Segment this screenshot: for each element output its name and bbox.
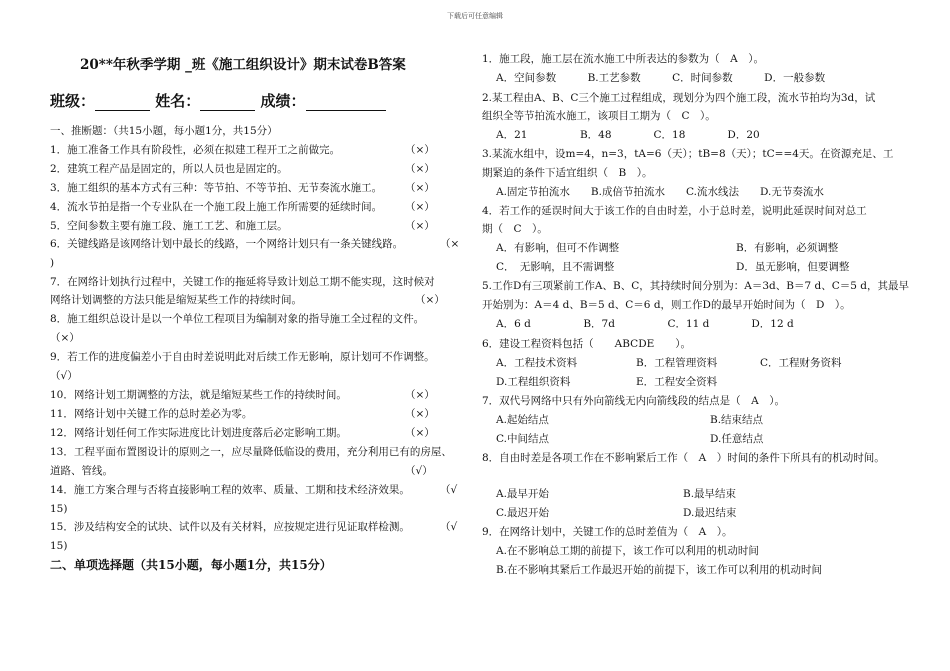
q5-answer: （×） <box>405 220 435 232</box>
q5-text: 5．空间参数主要有施工段、施工工艺、和施工层。 <box>50 220 288 232</box>
exam-title: 20**年秋季学期 _班《施工组织设计》期末试卷B答案 <box>80 57 406 73</box>
q4-answer: （×） <box>405 201 435 213</box>
mc5-question-line2: 开始别为：A＝4 d、B＝5 d、C＝6 d，则工作D的最早开始时间为（ D ）。 <box>482 299 851 311</box>
mc7-option-b: B.结束结点 <box>710 414 764 426</box>
q9-text: 9．若工作的进度偏差小于自由时差说明此对后续工作无影响，原计划可不作调整。 <box>50 351 435 363</box>
mc4-option-d: D．虽无影响，但要调整 <box>736 261 850 273</box>
name-blank <box>200 96 255 111</box>
mc2-question-line2: 组织全等节拍流水施工，该项目工期为（ C ）。 <box>482 110 716 122</box>
q6-answer: （× <box>440 238 460 250</box>
name-label: 姓名： <box>155 92 201 110</box>
q15-answer-closing: 15) <box>50 540 68 552</box>
q15-answer: （√ <box>440 521 458 533</box>
q9-answer: （√） <box>50 370 78 382</box>
mc6-question: 6．建设工程资料包括（ ABCDE ）。 <box>482 338 692 350</box>
q3-answer: （×） <box>405 182 435 194</box>
mc7-option-a: A.起始结点 <box>496 414 549 426</box>
q14-text: 14．施工方案合理与否将直接影响工程的效率、质量、工期和技术经济效果。 <box>50 484 410 496</box>
q1-text: 1．施工准备工作具有阶段性，必须在拟建工程开工之前做完。 <box>50 144 341 156</box>
mc8-option-d: D.最迟结束 <box>683 507 737 519</box>
q14-answer: （√ <box>440 484 458 496</box>
q13-text-line1: 13．工程平面布置图设计的原则之一，应尽量降低临设的费用，充分利用已有的房屋、 <box>50 446 452 458</box>
q4-text: 4．流水节拍是指一个专业队在一个施工段上施工作所需要的延续时间。 <box>50 201 383 213</box>
mc6-option-b: B．工程管理资料 <box>636 357 718 369</box>
q6-answer-closing: ) <box>50 257 55 269</box>
mc4-question-line2: 期（ C ）。 <box>482 223 548 235</box>
mc3-options: A.固定节拍流水 B.成倍节拍流水 C.流水线法 D.无节奏流水 <box>496 186 824 198</box>
q3-text: 3．施工组织的基本方式有三种：等节拍、不等节拍、无节奏流水施工。 <box>50 182 383 194</box>
mc3-question-line1: 3.某流水组中，设m=4，n=3，tA=6（天）；tB=8（天）；tC==4天。在资源充足、工 <box>482 148 894 160</box>
q7-answer: （×） <box>415 294 445 306</box>
student-info-row <box>50 90 386 111</box>
q8-answer: （×） <box>50 332 80 344</box>
class-label: 班级： <box>50 92 96 110</box>
q10-answer: （×） <box>405 389 435 401</box>
q7-text-line1: 7．在网络计划执行过程中，关键工作的拖延将导致计划总工期不能实现，这时候对 <box>50 276 435 288</box>
mc4-option-a: A．有影响，但可不作调整 <box>496 242 620 254</box>
q12-text: 12．网络计划任何工作实际进度比计划进度落后必定影响工期。 <box>50 427 347 439</box>
mc5-question-line1: 5.工作D有三项紧前工作A、B、C，其持续时间分别为：A＝3d、B＝7 d、C＝5 d，其最早 <box>482 280 909 292</box>
mc1-options: A．空间参数 B.工艺参数 C．时间参数 D．一般参数 <box>496 72 826 84</box>
mc7-question: 7．双代号网络中只有外向箭线无内向箭线段的结点是（ A ）。 <box>482 395 786 407</box>
q13-answer: （√） <box>405 465 433 477</box>
mc2-question-line1: 2.某工程由A、B、C三个施工过程组成，现划分为四个施工段，流水节拍均为3d，试 <box>482 92 876 104</box>
mc9-question: 9．在网络计划中，关键工作的总时差值为（ A ）。 <box>482 526 733 538</box>
mc7-option-c: C.中间结点 <box>496 433 549 445</box>
mc9-option-a: A.在不影响总工期的前提下，该工作可以利用的机动时间 <box>496 545 759 557</box>
mc5-options: A．6 d B．7d C．11 d D．12 d <box>496 318 794 330</box>
mc8-option-b: B.最早结束 <box>683 488 737 500</box>
mc6-option-a: A．工程技术资料 <box>496 357 578 369</box>
mc6-option-e: E．工程安全资料 <box>636 376 718 388</box>
q7-text-line2: 网络计划调整的方法只能是缩短某些工作的持续时间。 <box>50 294 302 306</box>
q8-text: 8．施工组织总设计是以一个单位工程项目为编制对象的指导施工全过程的文件。 <box>50 313 425 325</box>
mc8-option-a: A.最早开始 <box>496 488 549 500</box>
q1-answer: （×） <box>405 144 435 156</box>
mc6-option-d: D.工程组织资料 <box>496 376 571 388</box>
q15-text: 15．涉及结构安全的试块、试件以及有关材料，应按规定进行见证取样检测。 <box>50 521 410 533</box>
q11-text: 11．网络计划中关键工作的总时差必为零。 <box>50 408 253 420</box>
mc4-question-line1: 4．若工作的延误时间大于该工作的自由时差，小于总时差，说明此延误时间对总工 <box>482 205 867 217</box>
q12-answer: （×） <box>405 427 435 439</box>
q11-answer: （×） <box>405 408 435 420</box>
score-blank <box>306 96 386 111</box>
q14-answer-closing: 15) <box>50 503 68 515</box>
mc4-option-c: C． 无影响，且不需调整 <box>496 261 615 273</box>
q2-answer: （×） <box>405 163 435 175</box>
score-label: 成绩： <box>260 92 306 110</box>
mc7-option-d: D.任意结点 <box>710 433 764 445</box>
mc4-option-b: B．有影响，必须调整 <box>736 242 839 254</box>
mc3-question-line2: 期紧迫的条件下适宜组织（ B ）。 <box>482 167 653 179</box>
q10-text: 10．网络计划工期调整的方法，就是缩短某些工作的持续时间。 <box>50 389 347 401</box>
class-blank <box>95 96 150 111</box>
section2-heading: 二、单项选择题（共15小题，每小题1分，共15分） <box>50 558 332 572</box>
q2-text: 2．建筑工程产品是固定的，所以人员也是固定的。 <box>50 163 288 175</box>
mc8-question: 8．自由时差是各项工作在不影响紧后工作（ A ）时间的条件下所具有的机动时间。 <box>482 452 885 464</box>
mc6-option-c: C．工程财务资料 <box>760 357 842 369</box>
section1-heading: 一、推断题：（共15小题，每小题1分，共15分） <box>50 125 278 137</box>
mc2-options: A．21 B．48 C．18 D．20 <box>496 129 760 141</box>
header-note: 下载后可任意编辑 <box>447 12 503 20</box>
mc9-option-b: B.在不影响其紧后工作最迟开始的前提下，该工作可以利用的机动时间 <box>496 564 823 576</box>
q6-text: 6．关键线路是该网络计划中最长的线路，一个网络计划只有一条关键线路。 <box>50 238 404 250</box>
mc8-option-c: C.最迟开始 <box>496 507 549 519</box>
q13-text-line2: 道路、管线。 <box>50 465 113 477</box>
mc1-question: 1．施工段，施工层在流水施工中所表达的参数为（ A ）。 <box>482 53 765 65</box>
